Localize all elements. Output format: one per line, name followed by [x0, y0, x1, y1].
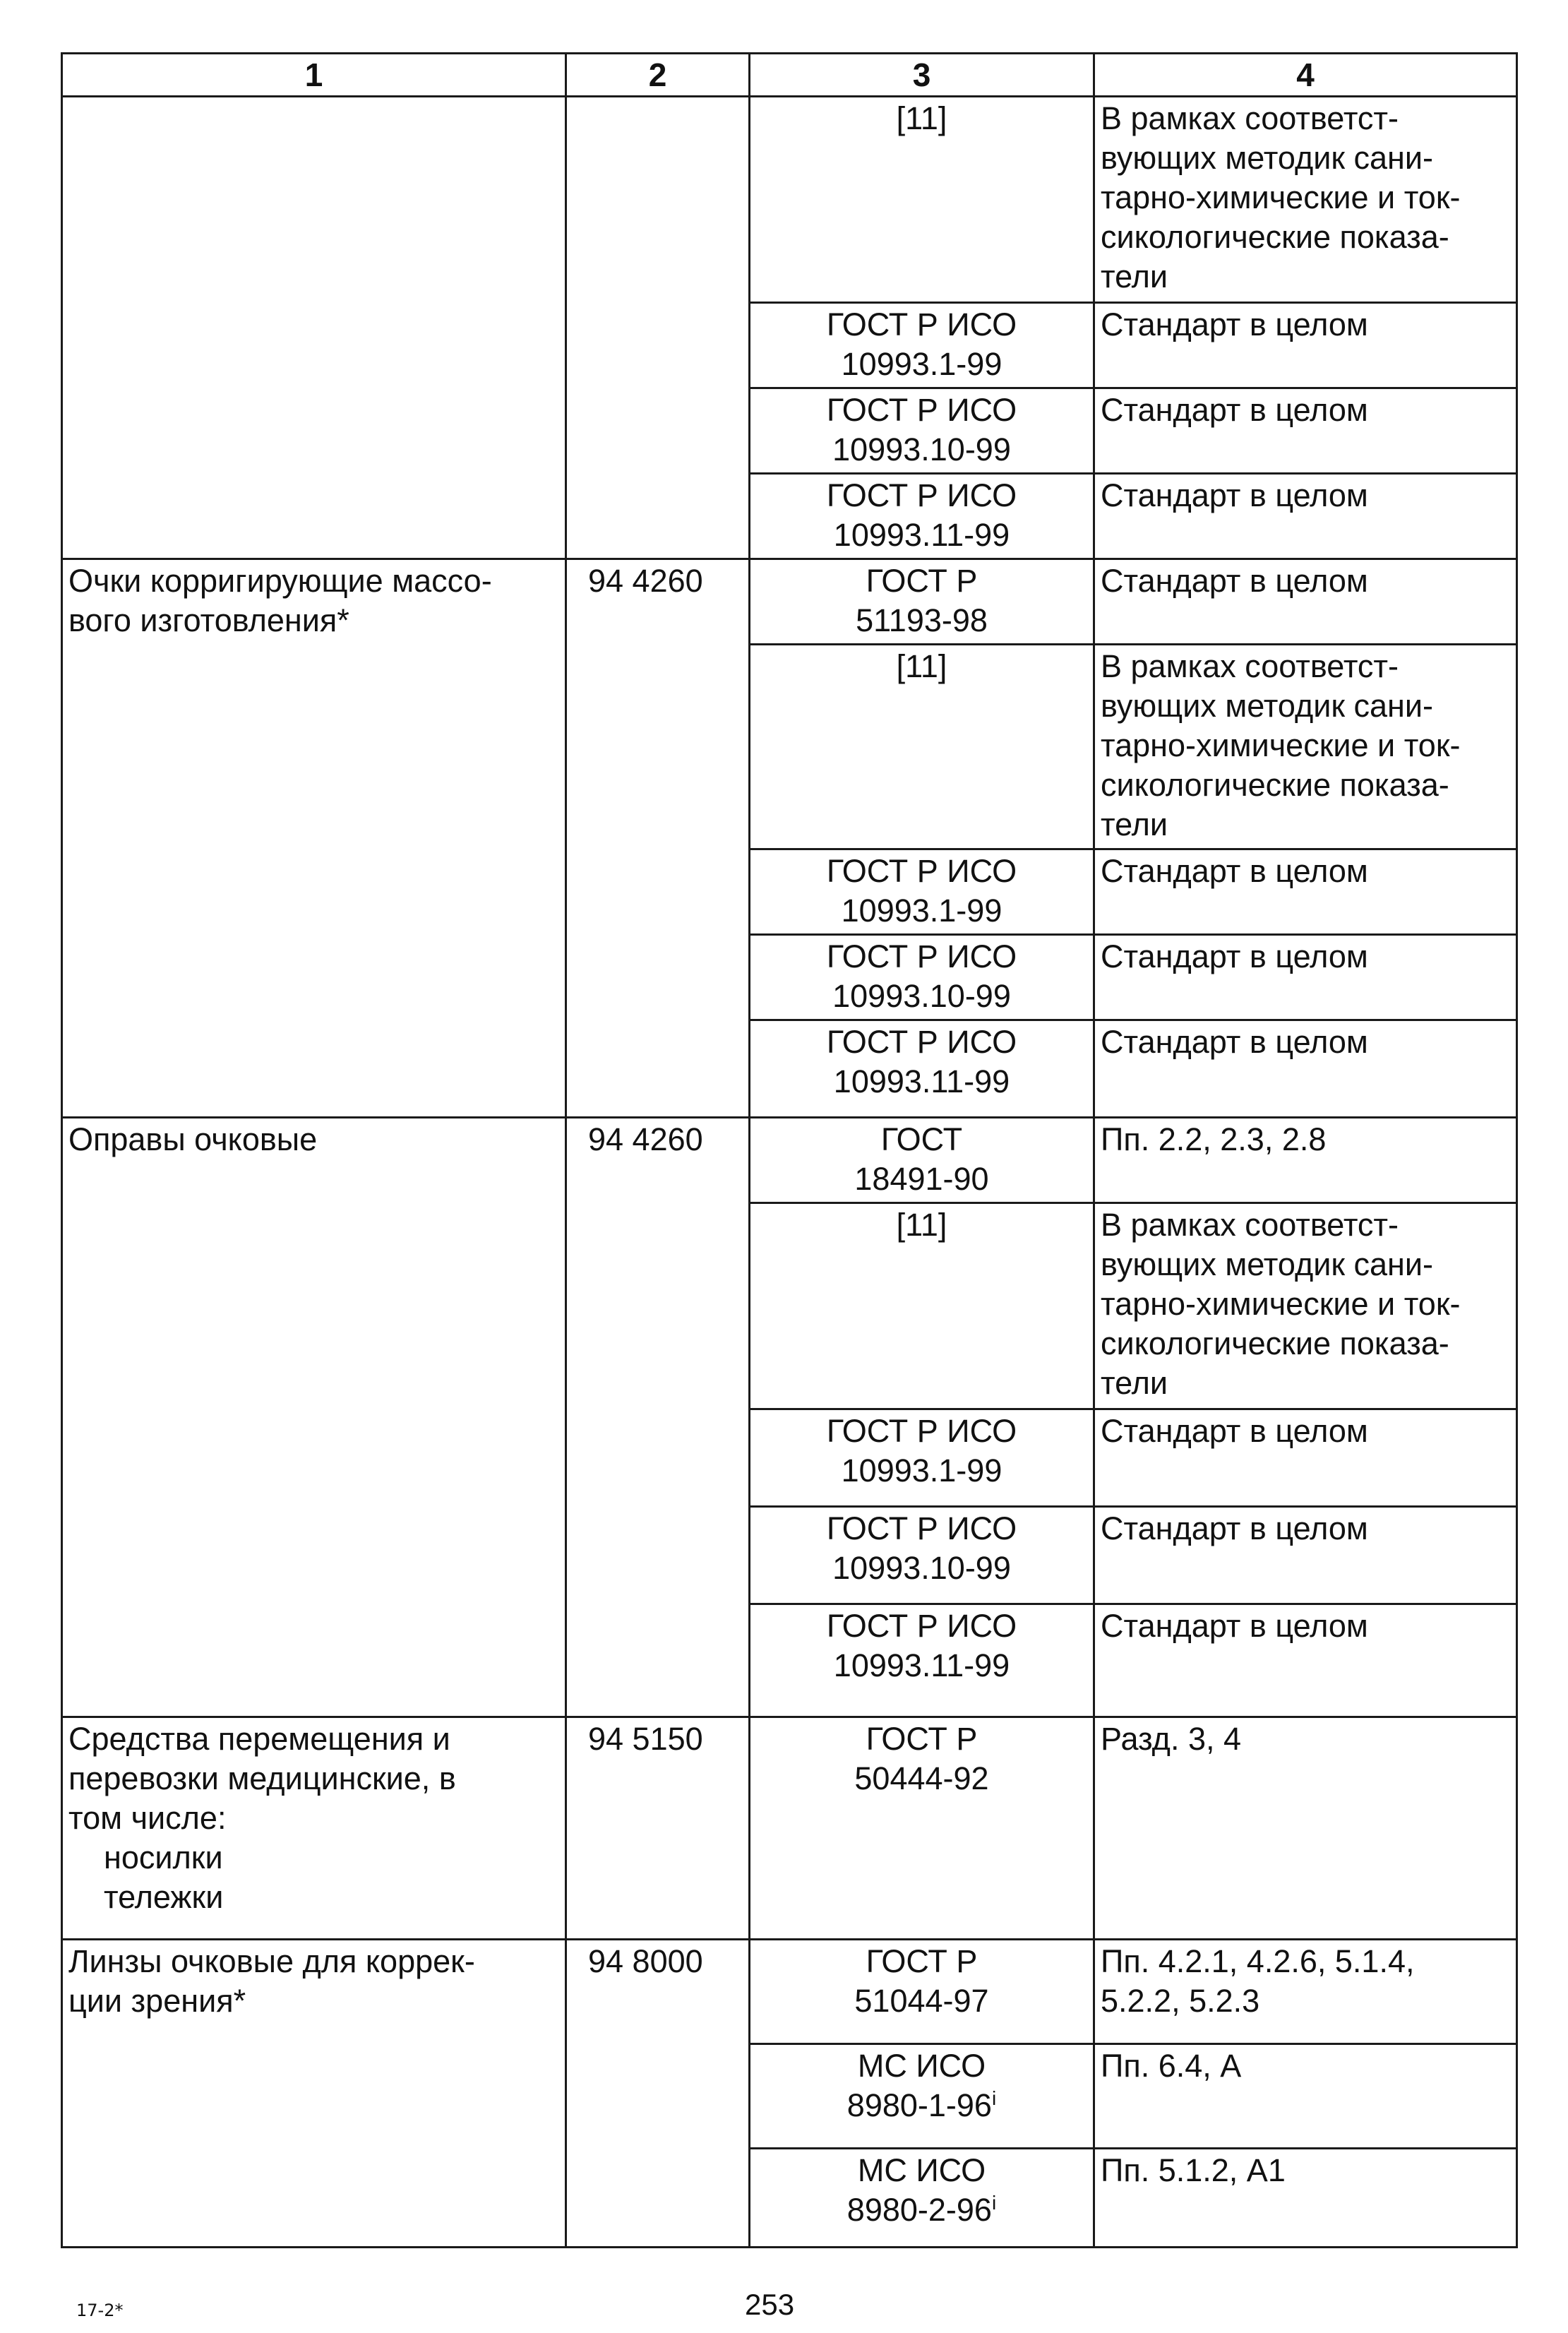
clauses-line: сикологические показа-	[1101, 219, 1449, 255]
clauses-cell: Стандарт в целом	[1094, 474, 1517, 559]
code-cell: 94 5150	[566, 1717, 750, 1940]
header-col-3: 3	[750, 54, 1094, 97]
standard-cell: МС ИСО 8980-2-96$^i$	[750, 2149, 1094, 2248]
product-name-cell: Оправы очковые	[62, 1118, 566, 1717]
standard-cell: ГОСТ Р ИСО 10993.10-99	[750, 1507, 1094, 1604]
table-row	[62, 1118, 1517, 1203]
standard-cell: ГОСТ Р 51193-98	[750, 559, 1094, 645]
clauses-cell: Пп. 4.2.1, 4.2.6, 5.1.4, 5.2.2, 5.2.3	[1094, 1940, 1517, 2044]
clauses-cell: Стандарт в целом	[1094, 1507, 1517, 1604]
footnote-mark: i	[991, 2192, 997, 2214]
clauses-cell: Стандарт в целом	[1094, 559, 1517, 645]
table-row	[62, 1940, 1517, 2044]
code-cell: 94 4260	[566, 1118, 750, 1717]
page-number: 253	[745, 2288, 795, 2321]
product-name-cell	[62, 97, 566, 559]
footnote-mark: i	[991, 2087, 997, 2109]
table-row	[62, 559, 1517, 645]
clauses-line: тарно-химические и ток-	[1101, 179, 1461, 215]
table-row	[62, 1717, 1517, 1940]
standard-cell: ГОСТ Р ИСО 10993.11-99	[750, 474, 1094, 559]
standard-cell: ГОСТ 18491-90	[750, 1118, 1094, 1203]
code-cell	[566, 97, 750, 559]
standard-cell: ГОСТ Р ИСО 10993.11-99	[750, 1604, 1094, 1717]
clauses-cell	[1094, 97, 1517, 303]
standard-cell: ГОСТ Р ИСО 10993.10-99	[750, 388, 1094, 474]
standard-cell: ГОСТ Р ИСО 10993.1-99	[750, 849, 1094, 935]
clauses-cell: Стандарт в целом	[1094, 1604, 1517, 1717]
header-col-4: 4	[1094, 54, 1517, 97]
code-cell: 94 8000	[566, 1940, 750, 2248]
clauses-cell: Стандарт в целом	[1094, 935, 1517, 1020]
header-col-1: 1	[62, 54, 566, 97]
clauses-cell: Стандарт в целом	[1094, 388, 1517, 474]
clauses-cell: Пп. 6.4, А	[1094, 2044, 1517, 2149]
clauses-cell: Стандарт в целом	[1094, 303, 1517, 388]
product-name-cell: Линзы очковые для коррек- ции зрения*	[62, 1940, 566, 2248]
sheet-signature: 17-2*	[76, 2301, 124, 2320]
list-item: тележки	[104, 1879, 224, 1915]
clauses-line: вующих методик сани-	[1101, 140, 1434, 176]
header-row	[62, 54, 1517, 97]
clauses-cell: В рамках соответст- вующих методик сани- тарно-химические и ток- сикологические показа- тели	[1094, 645, 1517, 849]
clauses-cell: В рамках соответст- вующих методик сани- тарно-химические и ток- сикологические показа- тели	[1094, 1203, 1517, 1409]
standard-cell: [11]	[750, 645, 1094, 849]
clauses-cell: Пп. 2.2, 2.3, 2.8	[1094, 1118, 1517, 1203]
standard-cell: ГОСТ Р 51044-97	[750, 1940, 1094, 2044]
standard-cell: ГОСТ Р ИСО 10993.1-99	[750, 303, 1094, 388]
clauses-cell: Стандарт в целом	[1094, 1020, 1517, 1118]
standard-cell: ГОСТ Р ИСО 10993.11-99	[750, 1020, 1094, 1118]
standard-cell: ГОСТ Р ИСО 10993.10-99	[750, 935, 1094, 1020]
clauses-line: В рамках соответст-	[1101, 100, 1399, 136]
clauses-cell: Разд. 3, 4	[1094, 1717, 1517, 1940]
standard-cell: ГОСТ Р 50444-92	[750, 1717, 1094, 1940]
clauses-cell: Стандарт в целом	[1094, 849, 1517, 935]
standard-cell: [11]	[750, 1203, 1094, 1409]
header-col-2: 2	[566, 54, 750, 97]
standard-cell: МС ИСО 8980-1-96$^i$	[750, 2044, 1094, 2149]
clauses-cell: Стандарт в целом	[1094, 1409, 1517, 1507]
clauses-line: тели	[1101, 258, 1168, 294]
code-cell: 94 4260	[566, 559, 750, 1118]
standard-cell: [11]	[750, 97, 1094, 303]
product-name-cell: Средства перемещения и перевозки медицинские, в том числе: носилки тележки	[62, 1717, 566, 1940]
standard-cell: ГОСТ Р ИСО 10993.1-99	[750, 1409, 1094, 1507]
clauses-cell: Пп. 5.1.2, А1	[1094, 2149, 1517, 2248]
product-name-cell: Очки корригирующие массо- вого изготовления*	[62, 559, 566, 1118]
table-row	[62, 97, 1517, 303]
list-item: носилки	[104, 1839, 223, 1875]
standards-table	[61, 52, 1518, 2248]
